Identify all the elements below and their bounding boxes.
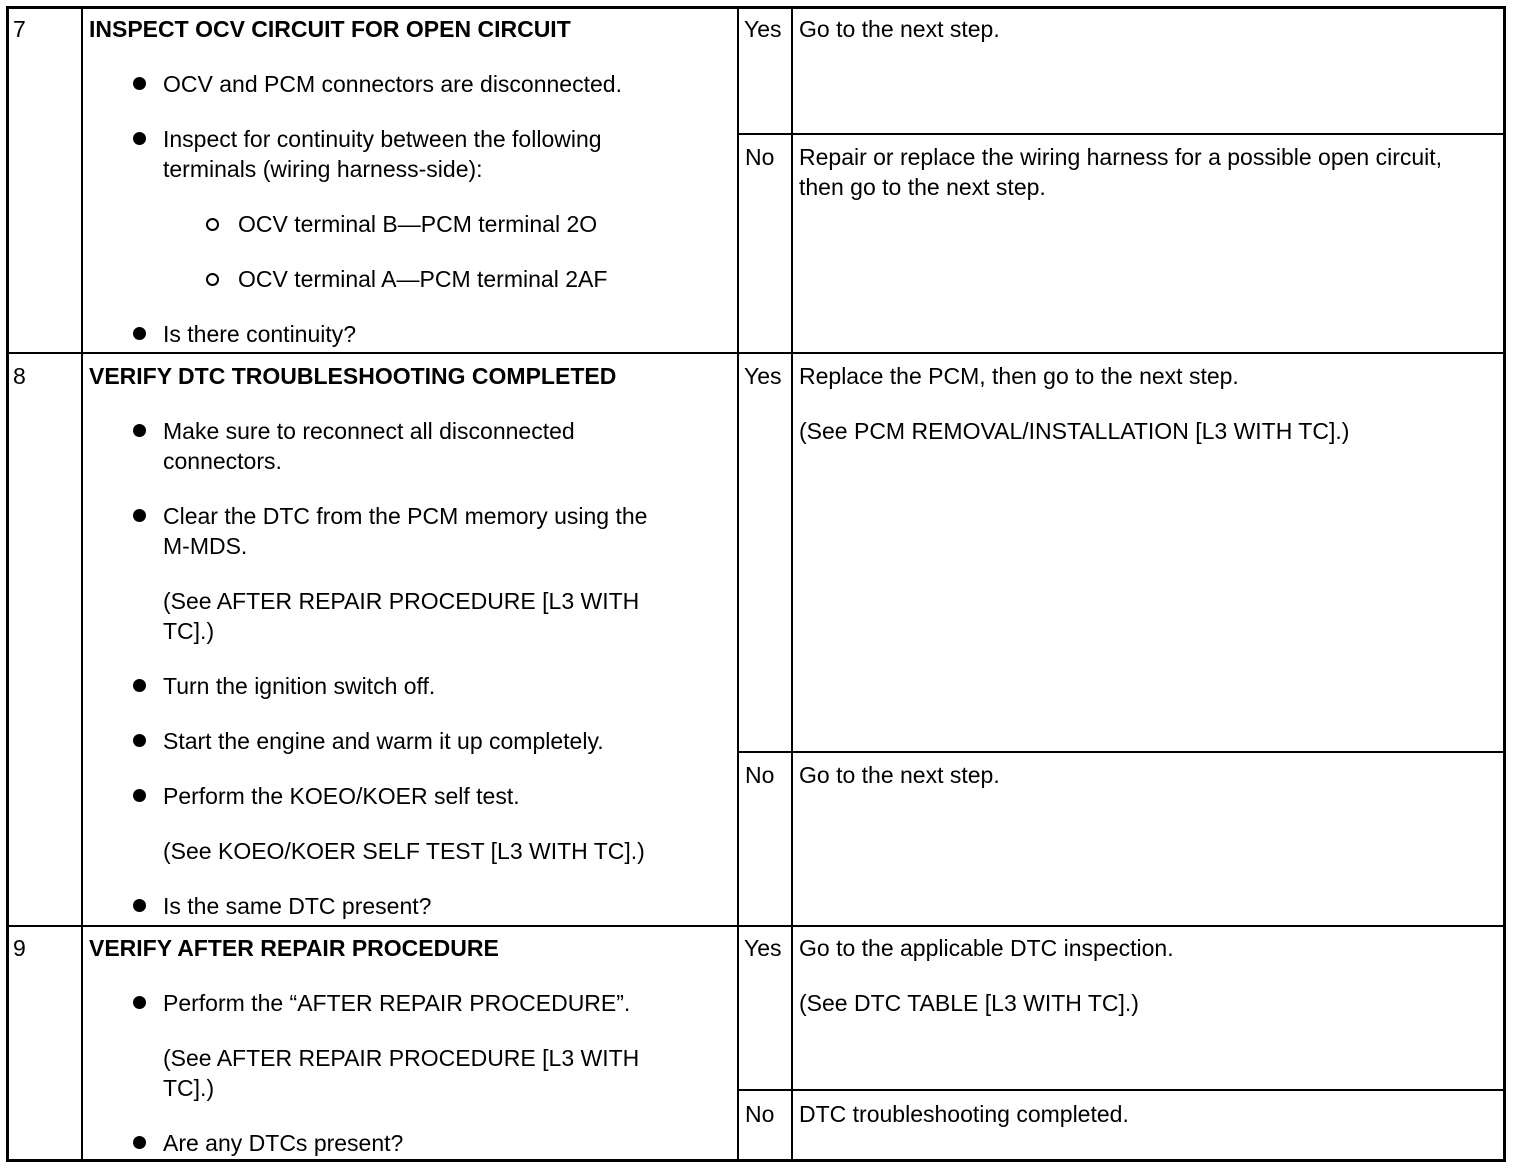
column-divider [791,8,793,1161]
step-item: Make sure to reconnect all disconnected [163,418,575,444]
step-reference: (See KOEO/KOER SELF TEST [L3 WITH TC].) [163,838,645,864]
sub-bullet-icon [206,218,219,231]
yes-action-reference: (See DTC TABLE [L3 WITH TC].) [799,990,1139,1016]
step-number: 8 [13,363,26,389]
step-reference: TC].) [163,1075,215,1101]
column-divider [737,8,739,1161]
bullet-icon [133,734,146,747]
bullet-icon [133,789,146,802]
bullet-icon [133,132,146,145]
bullet-icon [133,899,146,912]
step-item: Perform the “AFTER REPAIR PROCEDURE”. [163,990,631,1016]
row-divider [8,925,1505,927]
step-reference: (See AFTER REPAIR PROCEDURE [L3 WITH [163,588,640,614]
column-divider [81,8,83,1161]
step-item: Start the engine and warm it up completely. [163,728,604,754]
no-action: Go to the next step. [799,762,1000,788]
step-item: Are any DTCs present? [163,1130,404,1156]
step-title: INSPECT OCV CIRCUIT FOR OPEN CIRCUIT [89,16,571,42]
bullet-icon [133,77,146,90]
bullet-icon [133,424,146,437]
no-label: No [745,762,775,788]
step-item: Clear the DTC from the PCM memory using the [163,503,648,529]
step-item: Is the same DTC present? [163,893,432,919]
bullet-icon [133,509,146,522]
yes-action-reference: (See PCM REMOVAL/INSTALLATION [L3 WITH TC].) [799,418,1350,444]
bullet-icon [133,996,146,1009]
yes-action: Replace the PCM, then go to the next step. [799,363,1239,389]
yes-no-divider [738,751,1505,753]
no-action: then go to the next step. [799,174,1046,200]
no-label: No [745,1101,775,1127]
yes-action: Go to the next step. [799,16,1000,42]
step-item: M-MDS. [163,533,248,559]
step-item: Inspect for continuity between the following [163,126,602,152]
step-item: Turn the ignition switch off. [163,673,436,699]
step-item: Is there continuity? [163,321,357,347]
step-item: OCV and PCM connectors are disconnected. [163,71,622,97]
step-reference: (See AFTER REPAIR PROCEDURE [L3 WITH [163,1045,640,1071]
step-sub-item: OCV terminal A—PCM terminal 2AF [238,266,608,292]
step-sub-item: OCV terminal B—PCM terminal 2O [238,211,598,237]
yes-no-divider [738,133,1505,135]
yes-label: Yes [744,935,782,961]
step-title: VERIFY DTC TROUBLESHOOTING COMPLETED [89,363,617,389]
bullet-icon [133,327,146,340]
sub-bullet-icon [206,273,219,286]
step-reference: TC].) [163,618,215,644]
step-number: 7 [13,16,26,42]
bullet-icon [133,679,146,692]
step-item: terminals (wiring harness-side): [163,156,483,182]
yes-label: Yes [744,16,782,42]
bullet-icon [133,1136,146,1149]
step-title: VERIFY AFTER REPAIR PROCEDURE [89,935,499,961]
step-number: 9 [13,935,26,961]
no-action: DTC troubleshooting completed. [799,1101,1129,1127]
no-label: No [745,144,775,170]
row-divider [8,352,1505,354]
yes-label: Yes [744,363,782,389]
step-item: Perform the KOEO/KOER self test. [163,783,520,809]
yes-no-divider [738,1089,1505,1091]
step-item: connectors. [163,448,282,474]
yes-action: Go to the applicable DTC inspection. [799,935,1174,961]
no-action: Repair or replace the wiring harness for a possible open circuit, [799,144,1443,170]
